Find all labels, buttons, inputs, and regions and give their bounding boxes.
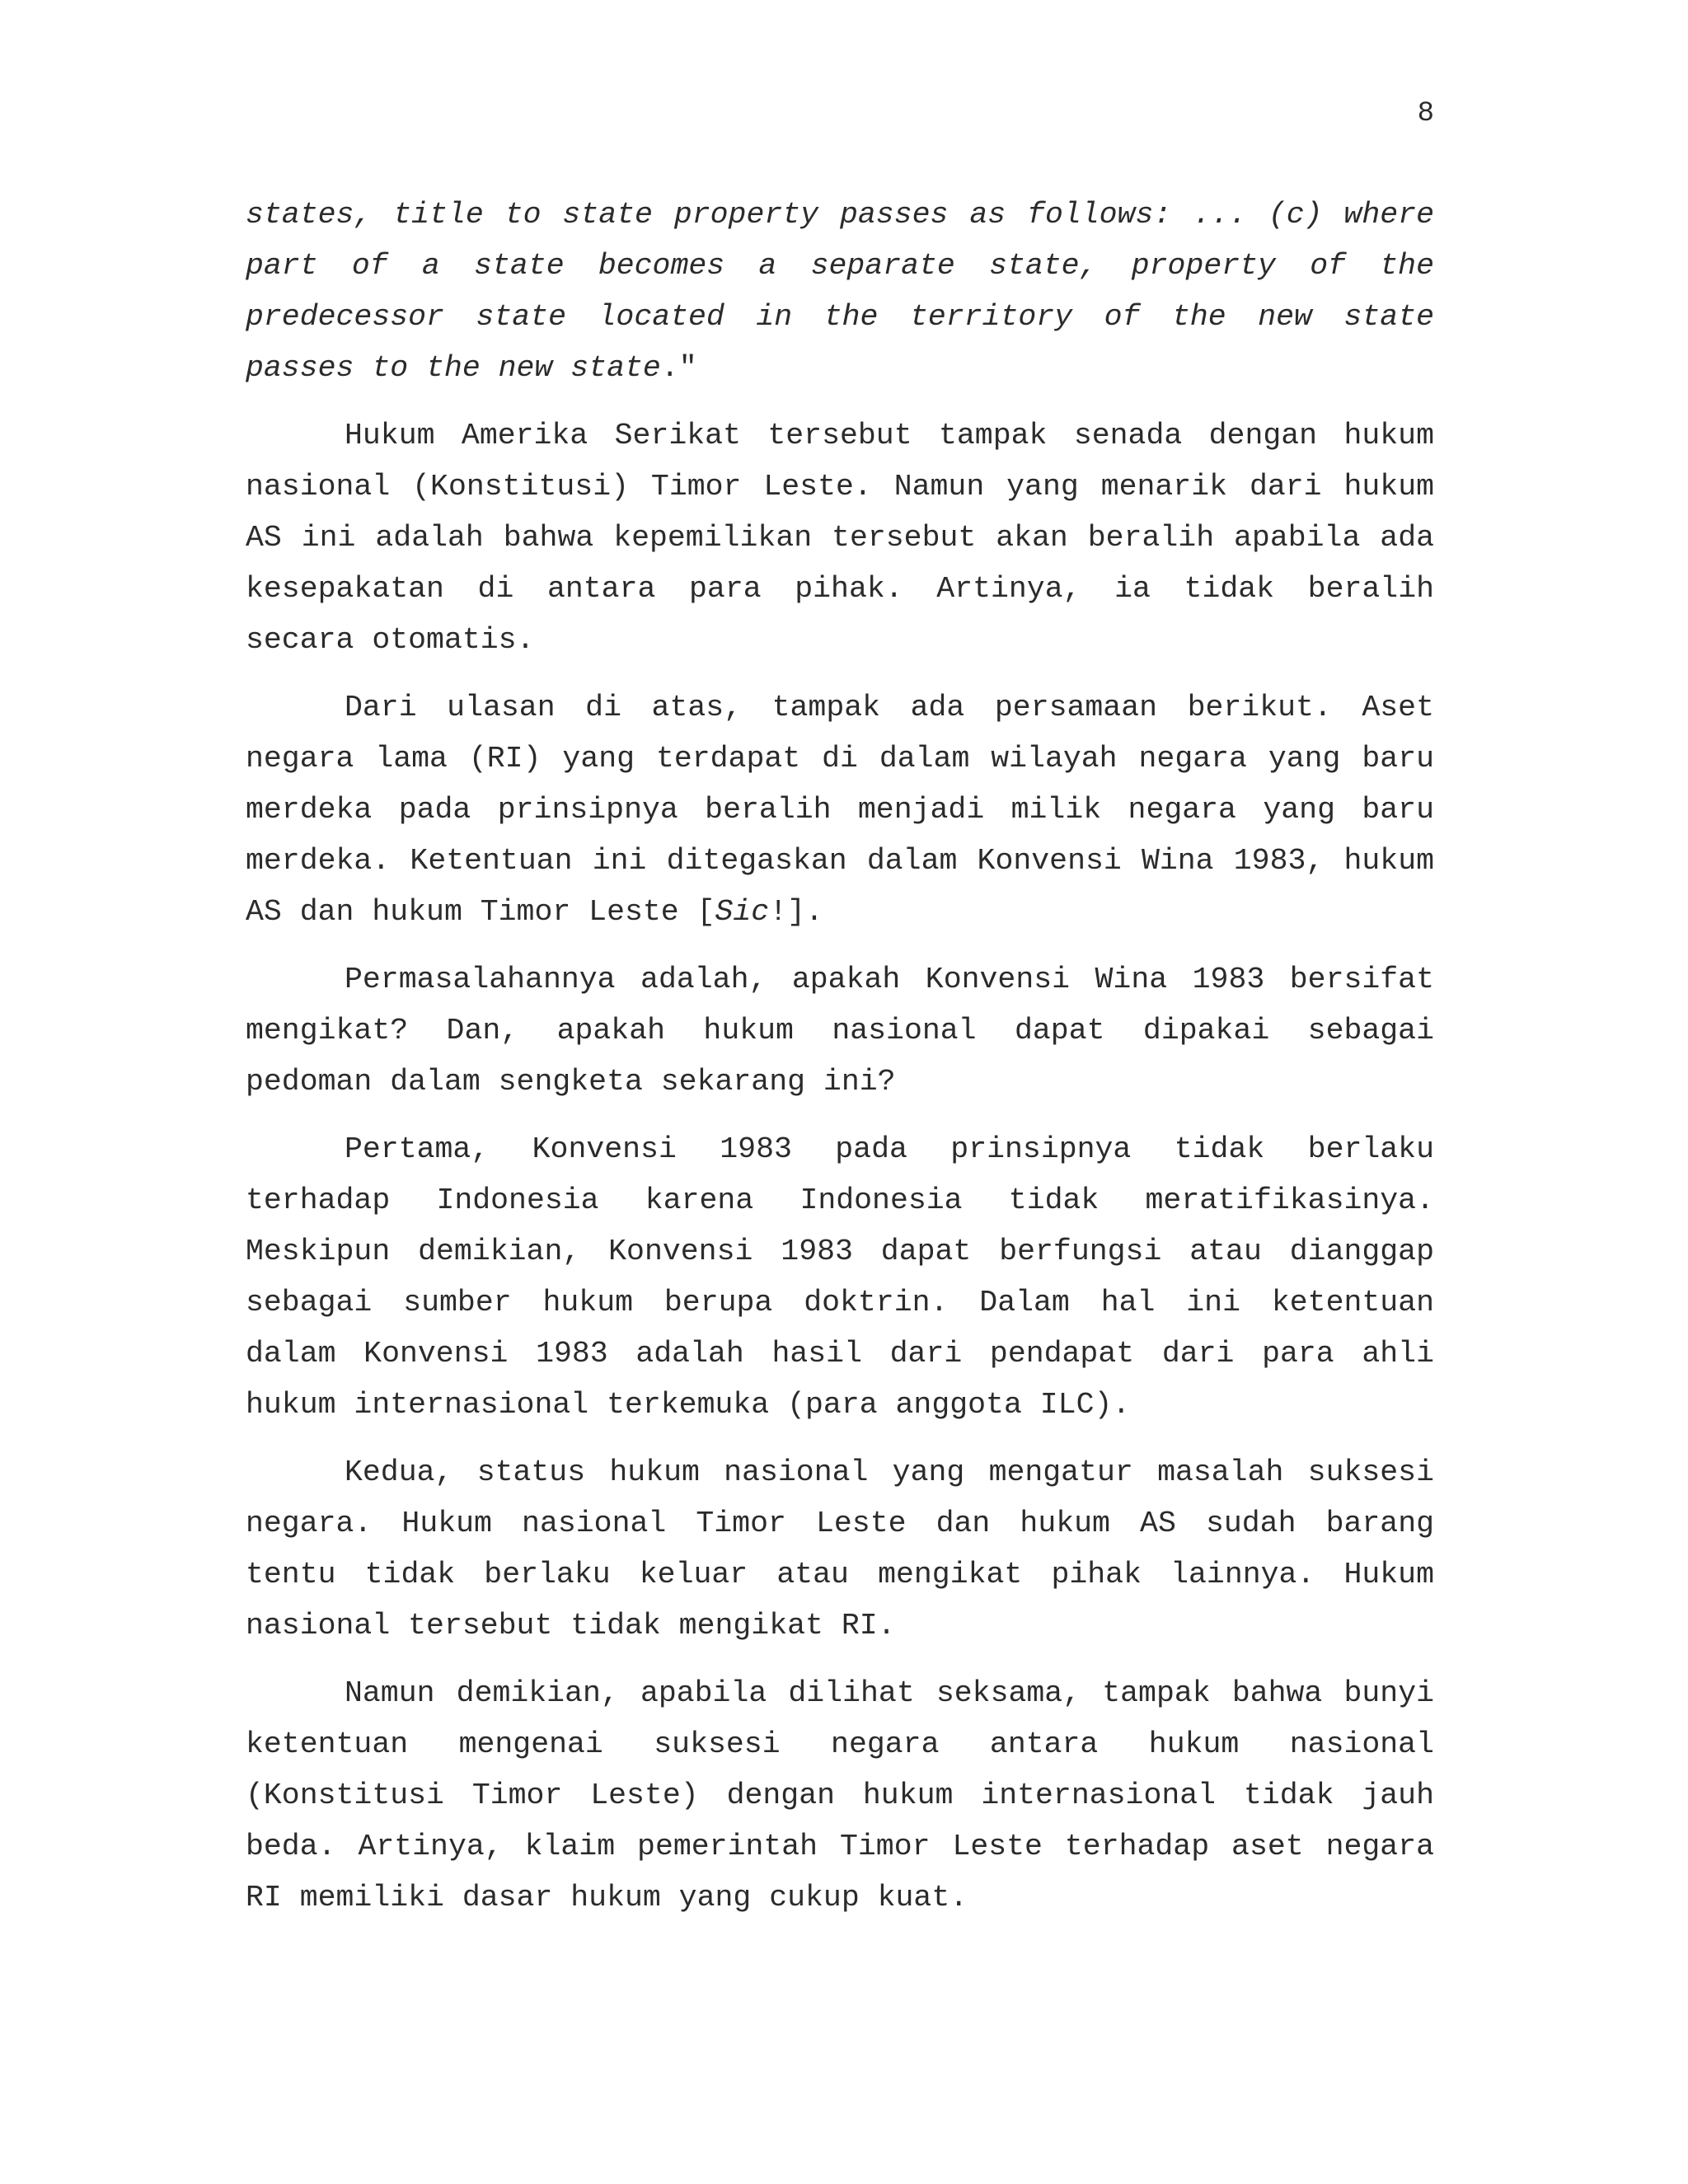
paragraph-1: Hukum Amerika Serikat tersebut tampak senada dengan hukum nasional (Konstitusi) Timor Leste. Namun yang menarik dari hukum AS ini adalah bahwa kepemilikan tersebut akan beralih apabila ada kesepakatan di antara para pihak. Artinya, ia tidak beralih secara otomatis. xyxy=(246,419,1434,657)
paragraph-3: Permasalahannya adalah, apakah Konvensi Wina 1983 bersifat mengikat? Dan, apakah hukum nasional dapat dipakai sebagai pedoman dalam sengketa sekarang ini? xyxy=(246,963,1434,1099)
paragraph-2-end: !]. xyxy=(769,895,823,929)
paragraph-4: Pertama, Konvensi 1983 pada prinsipnya tidak berlaku terhadap Indonesia karena Indonesia tidak meratifikasinya. Meskipun demikian, Konvensi 1983 dapat berfungsi atau dianggap sebagai sumber hukum berupa doktrin. Dalam hal ini ketentuan dalam Konvensi 1983 adalah hasil dari pendapat dari para ahli hukum internasional terkemuka (para anggota ILC). xyxy=(246,1132,1434,1422)
paragraph-5: Kedua, status hukum nasional yang mengatur masalah suksesi negara. Hukum nasional Timor Leste dan hukum AS sudah barang tentu tidak berlaku keluar atau mengikat pihak lainnya. Hukum nasional tersebut tidak mengikat RI. xyxy=(246,1455,1434,1643)
page-number: 8 xyxy=(1417,98,1434,129)
paragraph-2-text: Dari ulasan di atas, tampak ada persamaan berikut. Aset negara lama (RI) yang terdapat di dalam wilayah negara yang baru merdeka pada prinsipnya beralih menjadi milik negara yang baru merdeka. Ketentuan ini ditegaskan dalam Konvensi Wina 1983, hukum AS dan hukum Timor Leste [ xyxy=(246,691,1434,929)
quote-paragraph xyxy=(246,190,1434,394)
sic-italic: Sic xyxy=(715,895,770,929)
quote-italic-text: states, title to state property passes as follows: ... (c) where part of a state becomes a separate state, property of the predecessor state located in the territory of the new state passes to the new state xyxy=(246,198,1434,385)
document-body xyxy=(246,190,1434,1940)
paragraph-2 xyxy=(246,682,1434,938)
quote-closing: ." xyxy=(660,351,697,385)
paragraph-6: Namun demikian, apabila dilihat seksama, tampak bahwa bunyi ketentuan mengenai suksesi negara antara hukum nasional (Konstitusi Timor Leste) dengan hukum internasional tidak jauh beda. Artinya, klaim pemerintah Timor Leste terhadap aset negara RI memiliki dasar hukum yang cukup kuat. xyxy=(246,1676,1434,1915)
